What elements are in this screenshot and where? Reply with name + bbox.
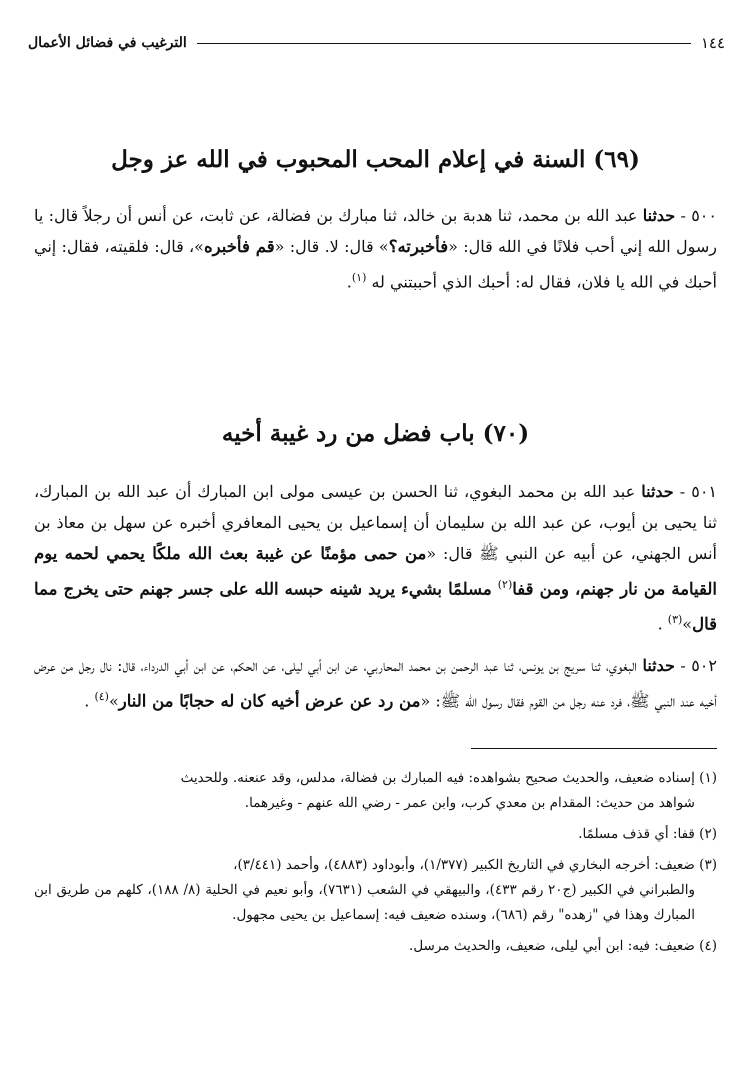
chapter-heading-70: (٧٠) باب فضل من رد غيبة أخيه <box>221 420 530 447</box>
hadith-number: ٥٠٠ - <box>680 206 717 225</box>
hadith-matn-a: من حمى مؤمنًا عن غيبة بعث الله ملكًا يحمي لحمه يوم القيامة من نار جهنم، ومن قفا <box>34 544 717 599</box>
hadith-text-2: » قال: لا. قال: « <box>274 237 389 256</box>
hadith-lead: حدثنا <box>642 656 675 675</box>
hadith-matn-b: مسلمًا بشيء يريد شينه حبسه الله على جسر جهنم حتى يخرج مما قال <box>34 579 717 634</box>
footnote-text: قفا: أي قذف مسلمًا. <box>578 826 695 842</box>
running-header <box>28 30 725 56</box>
footnote-1 <box>34 766 717 816</box>
hadith-matn: من رد عن عرض أخيه كان له حجابًا من النار <box>118 691 421 711</box>
footnote-text: ضعيف: فيه: ابن أبي ليلى، ضعيف، والحديث مرسل. <box>409 938 695 954</box>
footnote-4 <box>34 934 717 959</box>
footnote-number: (٢) <box>699 826 717 842</box>
hadith-text-3: »، قال: فلقيته، فقال: إني أحبك في الله يا فلان، فقال له: أحبك الذي أحببتني له <box>34 237 717 292</box>
footnote-continuation: والطبراني في الكبير (ج٢٠ رقم ٤٣٣)، والبيهقي في الشعب (٧٦٣١)، وأبو نعيم في الحلية (٨/ ١٨٨)، كلهم من طريق ابن المبارك وهذا في "زهده" رقم (٦٨٦)، وسنده ضعيف فيه: إسماعيل بن يحيى مجهول. <box>34 882 695 923</box>
footnote-3 <box>34 853 717 928</box>
hadith-number: ٥٠٢ - <box>680 656 717 675</box>
footnote-ref-2: (٢) <box>497 578 513 591</box>
footnotes <box>34 766 717 965</box>
footnote-number: (٤) <box>699 938 717 954</box>
footnote-ref-3: (٣) <box>667 613 683 627</box>
hadith-text: البغوي، ثنا سريج بن يونس، ثنا عبد الرحمن بن محمد المحاربي، عن ابن أبي ليلى، عن الحكم، عن ابن أبي الدرداء، قال: نال رجل من عرض أخيه عند النبي ﷺ، فرد عنه رجل من القوم فقال رسول الله ﷺ: « <box>34 656 717 711</box>
page-number: ١٤٤ <box>700 34 725 52</box>
prophet-command: قم فأخبره <box>203 237 275 256</box>
header-rule <box>197 43 691 44</box>
hadith-text: عبد الله بن محمد البغوي، ثنا الحسن بن عيسى مولى ابن المبارك أن عبد الله بن المبارك، ثنا يحيى بن أيوب، عن عبد الله بن سليمان أن إسماعيل بن يحيى المعافري أخبره عن سهل بن معاذ بن أنس الجهني، عن أبيه عن النبي ﷺ قال: « <box>34 482 717 563</box>
footnote-number: (٣) <box>699 857 717 873</box>
footnote-text: إسناده ضعيف، والحديث صحيح بشواهده: فيه المبارك بن فضالة، مدلس، وقد عنعنه. وللحديث <box>180 770 695 786</box>
hadith-500 <box>34 200 717 297</box>
hadith-502 <box>34 650 717 716</box>
hadith-end: . <box>346 272 352 292</box>
footnote-2 <box>34 822 717 847</box>
hadith-number: ٥٠١ - <box>679 482 717 501</box>
quote-close: » <box>108 691 119 711</box>
quote-close: » <box>682 614 693 634</box>
hadith-end: . <box>84 691 95 711</box>
hadith-end: . <box>657 614 668 634</box>
hadith-501 <box>34 476 717 640</box>
footnote-number: (١) <box>699 770 717 786</box>
footnote-divider <box>471 748 717 749</box>
book-title: الترغيب في فضائل الأعمال <box>28 35 187 51</box>
hadith-text: عبد الله بن محمد، ثنا هدبة بن خالد، ثنا مبارك بن فضالة، عن ثابت، عن أنس أن رجلاً قال: يا رسول الله إني أحب فلانًا في الله قال: « <box>34 206 717 256</box>
prophet-question: فأخبرته؟ <box>388 237 449 256</box>
hadith-lead: حدثنا <box>641 482 674 501</box>
footnote-ref-1: (١) <box>351 271 367 284</box>
footnote-continuation: شواهد من حديث: المقدام بن معدي كرب، وابن عمر - رضي الله عنهم - وغيرهما. <box>244 795 695 811</box>
footnote-text: ضعيف: أخرجه البخاري في التاريخ الكبير (١/٣٧٧)، وأبوداود (٤٨٨٣)، وأحمد (٣/٤٤١)، <box>233 857 695 873</box>
hadith-lead: حدثنا <box>642 206 676 225</box>
footnote-ref-4: (٤) <box>94 690 109 703</box>
chapter-heading-69: (٦٩) السنة في إعلام المحب المحبوب في الله عز وجل <box>111 146 640 173</box>
